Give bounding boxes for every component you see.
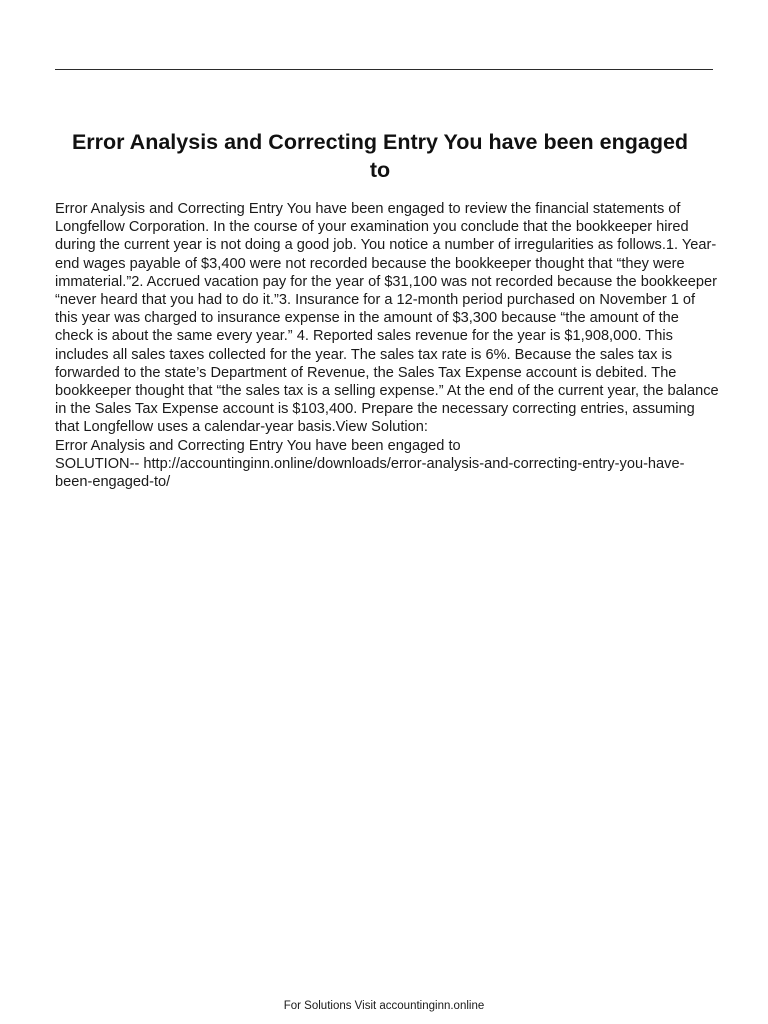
footer-note: For Solutions Visit accountinginn.online — [283, 1000, 485, 1012]
solution-line — [55, 455, 720, 491]
document-body — [55, 200, 720, 491]
problem-statement: Error Analysis and Correcting Entry You have been engaged to review the financial statements of Longfellow Corporation. In the course of your examination you conclude that the bookkeeper hired during the current year is not doing a good job. You notice a number of irregularities as follows.1. Year-end wages payable of $3,400 were not recorded because the bookkeeper thought that “they were immaterial.”2. Accrued vacation pay for the year of $31,100 was not recorded because the bookkeeper “never heard that you had to do it.”3. Insurance for a 12-month period purchased on November 1 of this year was charged to insurance expense in the amount of $3,300 because “the amount of the check is about the same every year.” 4. Reported sales revenue for the year is $1,908,000. This includes all sales taxes collected for the year. The sales tax rate is 6%. Because the sales tax is forwarded to the state’s Department of Revenue, the Sales Tax Expense account is debited. The bookkeeper thought that “the sales tax is a selling expense.” At the end of the current year, the balance in the Sales Tax Expense account is $103,400. Prepare the necessary correcting entries, assuming that Longfellow uses a calendar-year basis.View Solution: — [55, 201, 719, 436]
solution-title: Error Analysis and Correcting Entry You have been engaged to — [55, 437, 461, 454]
document-title: Error Analysis and Correcting Entry You have been engaged to — [71, 130, 689, 182]
top-divider — [55, 69, 713, 70]
solution-link[interactable]: http://accountinginn.online/downloads/error-analysis-and-correcting-entry-you-have-been-engaged-to/ — [55, 455, 685, 491]
solution-prefix: SOLUTION-- — [55, 455, 144, 472]
